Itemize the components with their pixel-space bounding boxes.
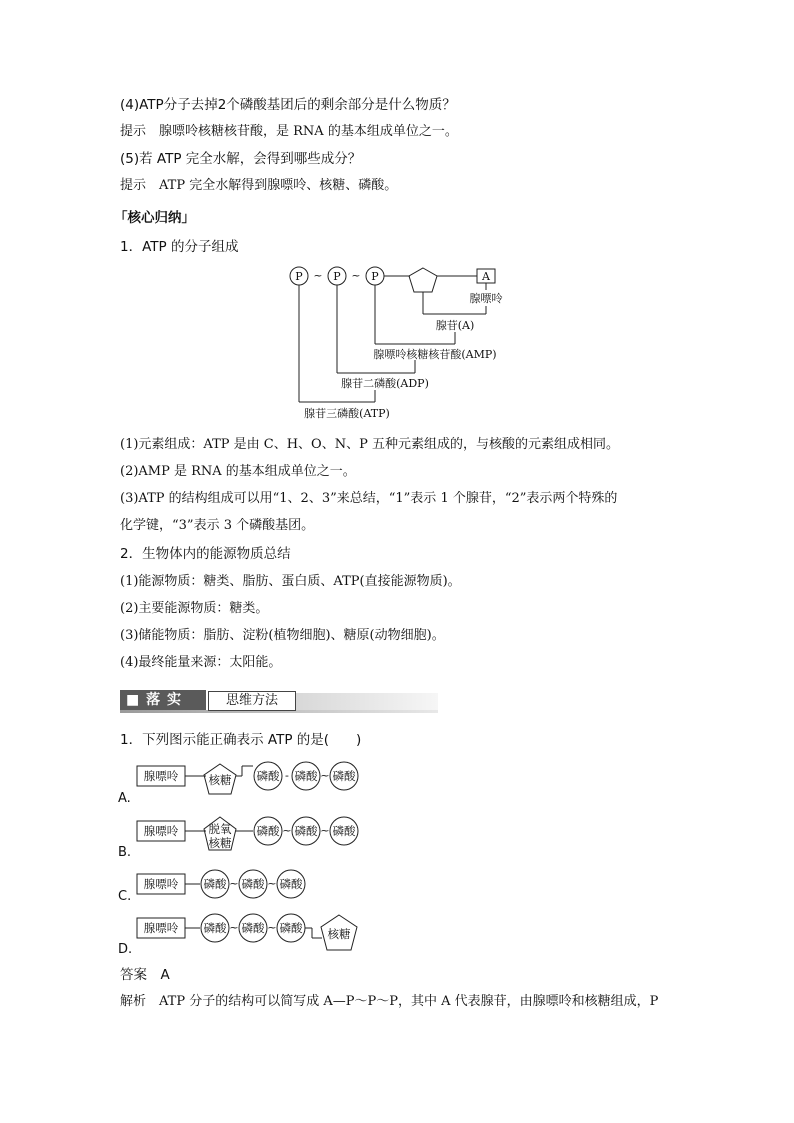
option-d-phos-label-2: 磷酸 (241, 921, 265, 935)
question-4-hint: 提示 腺嘌呤核糖核苷酸，是 RNA 的基本组成单位之一。 (120, 124, 458, 139)
adenosine-label: 腺苷(A) (435, 319, 475, 332)
option-d-phos-label-3: 磷酸 (279, 921, 303, 935)
question-4: (4)ATP分子去掉2个磷酸基团后的剩余部分是什么物质？ (120, 97, 456, 113)
option-d-base-label: 腺嘌呤 (143, 921, 179, 935)
svg-text:~: ~ (282, 823, 292, 837)
option-d-letter[interactable]: D. (118, 942, 133, 957)
adp-label: 腺苷二磷酸(ADP) (341, 377, 429, 390)
phosphate-label-2: P (333, 270, 341, 283)
note-main-energy: (2)主要能源物质：糖类。 (120, 601, 269, 616)
option-b-phos-label-2: 磷酸 (294, 824, 318, 838)
exercise-question: 1．下列图示能正确表示 ATP 的是( ) (120, 732, 362, 748)
option-b-phos-label-1: 磷酸 (256, 824, 280, 838)
adenine-label: 腺嘌呤 (469, 292, 503, 305)
section-title: 「核心归纳」 (114, 210, 195, 226)
option-a-sugar-label: 核糖 (208, 773, 232, 787)
amp-label: 腺嘌呤核糖核苷酸(AMP) (373, 348, 497, 361)
phosphate-label-1: P (295, 270, 303, 283)
option-c-base-label: 腺嘌呤 (143, 877, 179, 891)
answer: 答案 A (120, 967, 170, 983)
note-energy-substances: (1)能源物质：糖类、脂肪、蛋白质、ATP(直接能源物质)。 (120, 574, 461, 589)
option-c-phos-label-3: 磷酸 (279, 877, 303, 891)
option-b-sugar-label-2: 核糖 (208, 836, 232, 850)
note-ultimate-energy: (4)最终能量来源：太阳能。 (120, 655, 282, 670)
note-structure-line2: 化学键，“3”表示 3 个磷酸基团。 (120, 518, 315, 533)
adenine-letter: A (482, 270, 490, 283)
svg-text:~: ~ (320, 823, 330, 837)
heading-atp-composition: 1．ATP 的分子组成 (120, 239, 239, 255)
section-banner (120, 690, 438, 712)
option-c-letter[interactable]: C. (118, 889, 132, 904)
high-energy-bond-1: ~ (313, 269, 323, 282)
svg-text:-: - (285, 768, 289, 782)
option-a-phos-label-1: 磷酸 (256, 769, 280, 783)
option-c-phos-label-1: 磷酸 (203, 877, 227, 891)
option-b-letter[interactable]: B. (118, 845, 132, 860)
note-element-composition: (1)元素组成：ATP 是由 C、H、O、N、P 五种元素组成的，与核酸的元素组成相同。 (120, 437, 619, 452)
banner-left-label: ■ 落 实 (120, 690, 206, 710)
option-b-phos-label-3: 磷酸 (332, 824, 356, 838)
option-a-phos-label-3: 磷酸 (332, 769, 356, 783)
phosphate-label-3: P (371, 270, 379, 283)
analysis: 解析 ATP 分子的结构可以简写成 A—P～P～P，其中 A 代表腺苷，由腺嘌呤和核糖组成，P (120, 994, 659, 1009)
ribose-pentagon-icon (409, 268, 437, 292)
question-5-hint: 提示 ATP 完全水解得到腺嘌呤、核糖、磷酸。 (120, 178, 398, 193)
note-amp: (2)AMP 是 RNA 的基本组成单位之一。 (120, 464, 356, 479)
option-a-letter[interactable]: A. (118, 791, 131, 806)
question-5: (5)若 ATP 完全水解，会得到哪些成分？ (120, 151, 362, 167)
atp-label: 腺苷三磷酸(ATP) (304, 407, 390, 420)
atp-structure-diagram (280, 262, 520, 422)
svg-text:~: ~ (229, 920, 239, 934)
option-d-sugar-label: 核糖 (327, 927, 351, 941)
option-b-base-label: 腺嘌呤 (143, 824, 179, 838)
high-energy-bond-2: ~ (351, 269, 361, 282)
heading-energy-substances: 2．生物体内的能源物质总结 (120, 546, 291, 562)
option-d-phos-label-1: 磷酸 (203, 921, 227, 935)
note-structure-line1: (3)ATP 的结构组成可以用“1、2、3”来总结，“1”表示 1 个腺苷，“2”表示两个特殊的 (120, 491, 618, 506)
svg-text:~: ~ (320, 768, 330, 782)
option-c-phos-label-2: 磷酸 (241, 877, 265, 891)
svg-text:~: ~ (267, 876, 277, 890)
svg-text:~: ~ (229, 876, 239, 890)
option-a-phos-label-2: 磷酸 (294, 769, 318, 783)
note-storage-energy: (3)储能物质：脂肪、淀粉(植物细胞)、糖原(动物细胞)。 (120, 628, 445, 643)
banner-right-label: 思维方法 (208, 691, 296, 711)
option-diagrams (112, 760, 382, 960)
option-a-base-label: 腺嘌呤 (143, 769, 179, 783)
svg-text:~: ~ (267, 920, 277, 934)
option-b-sugar-label-1: 脱氧 (208, 822, 232, 836)
